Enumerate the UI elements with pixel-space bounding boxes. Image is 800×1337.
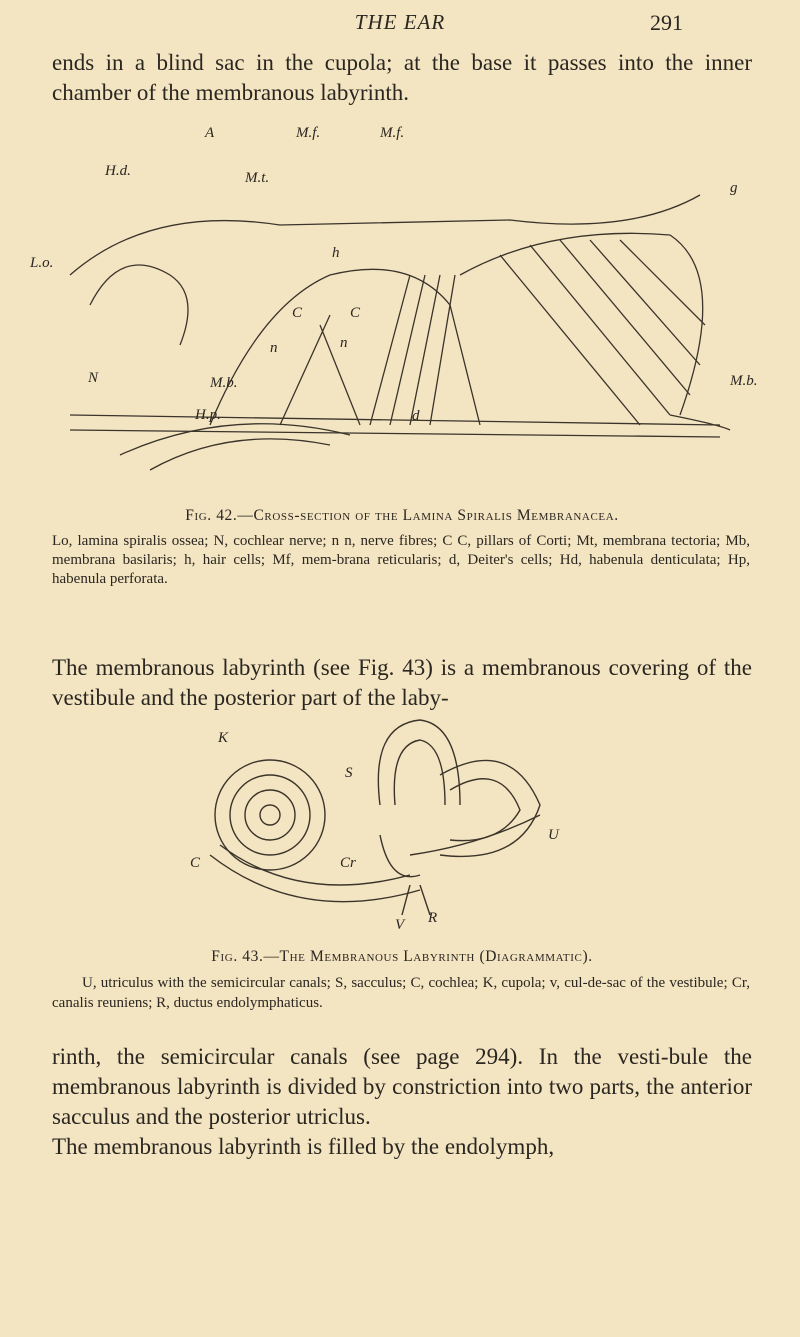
label-a: A <box>205 125 215 141</box>
label-g: g <box>730 180 738 196</box>
figure-42 <box>30 125 758 485</box>
label-s: S <box>345 765 353 781</box>
label-r: R <box>428 910 438 926</box>
label-h: h <box>332 245 340 261</box>
label-mt: M.t. <box>245 170 270 186</box>
label-cr: Cr <box>340 855 356 871</box>
figure-43-legend: U, utriculus with the semicircular canals; S, sacculus; C, cochlea; K, cupola; v, cul-de-sac of the vestibule; Cr, canalis reuniens; R, ductus endolymphaticus. <box>52 975 750 1011</box>
figure-43-drawing <box>180 715 640 945</box>
label-mf-2: M.f. <box>380 125 405 141</box>
paragraph-1: ends in a blind sac in the cupola; at the base it passes into the inner chamber of the membranous labyrinth. <box>52 50 752 105</box>
figure-43 <box>180 715 640 945</box>
figure-42-drawing <box>30 125 750 485</box>
paragraph-3: rinth, the semicircular canals (see page 294). In the vesti-bule the membranous labyrinth is divided by constriction into two parts, the anterior sacculus and the posterior utriclus. <box>52 1044 752 1129</box>
label-lo: L.o. <box>30 255 54 271</box>
label-hp: H.p. <box>195 407 221 423</box>
figure-43-caption: Fig. 43.—The Membranous Labyrinth (Diagrammatic). <box>211 948 593 965</box>
label-n-2: n <box>340 335 348 351</box>
label-c-2: C <box>350 305 361 321</box>
label-u: U <box>548 827 559 843</box>
label-hd: H.d. <box>105 163 131 179</box>
paragraph-4: The membranous labyrinth is filled by the endolymph, <box>52 1134 555 1159</box>
label-c: C <box>190 855 201 871</box>
page-number: 291 <box>650 10 683 35</box>
label-n-nerve: N <box>88 370 99 386</box>
label-k: K <box>218 730 229 746</box>
running-title: THE EAR <box>354 10 446 34</box>
label-mf-1: M.f. <box>296 125 321 141</box>
label-c-1: C <box>292 305 303 321</box>
label-d: d <box>412 408 420 424</box>
label-mb-1: M.b. <box>210 375 238 391</box>
label-v: V <box>395 917 405 933</box>
figure-42-caption: Fig. 42.—Cross-section of the Lamina Spiralis Membranacea. <box>185 507 619 524</box>
label-mb-2: M.b. <box>730 373 758 389</box>
paragraph-2: The membranous labyrinth (see Fig. 43) is a membranous covering of the vestibule and the posterior part of the laby- <box>52 655 752 710</box>
label-n-1: n <box>270 340 278 356</box>
figure-42-legend: Lo, lamina spiralis ossea; N, cochlear nerve; n n, nerve fibres; C C, pillars of Corti; Mt, membrana tectoria; Mb, membrana basilaris; h, hair cells; Mf, mem-brana reticularis; d, Deiter's cells; Hd, habenula denticulata; Hp, habenula perforata. <box>52 533 750 587</box>
